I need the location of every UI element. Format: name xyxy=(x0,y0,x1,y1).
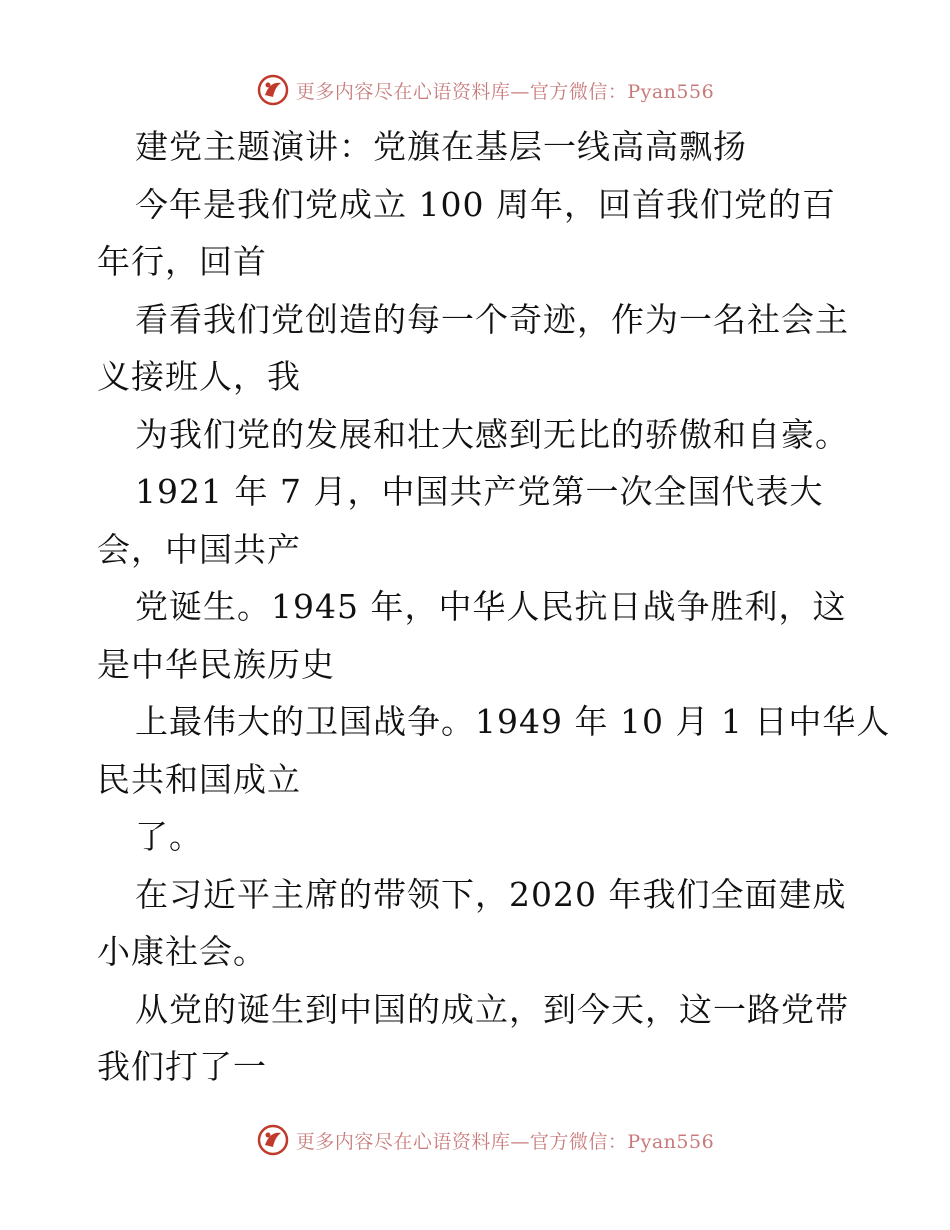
red-seal-logo-icon xyxy=(256,1123,290,1157)
header-watermark xyxy=(0,70,950,110)
document-body xyxy=(97,118,891,1096)
paragraph-line: 民共和国成立 xyxy=(97,759,301,799)
paragraph-line: 上最伟大的卫国战争。1949 年 10 月 1 日中华人 xyxy=(135,702,891,741)
paragraph-line: 了。 xyxy=(135,817,203,856)
paragraph-line: 从党的诞生到中国的成立，到今天，这一路党带 xyxy=(135,989,849,1029)
paragraph-line: 看看我们党创造的每一个奇迹，作为一名社会主 xyxy=(135,299,849,339)
paragraph-line: 年行，回首 xyxy=(97,242,267,281)
watermark-group xyxy=(256,73,714,107)
paragraph-line: 我们打了一 xyxy=(97,1047,267,1086)
red-seal-logo-icon xyxy=(256,73,290,107)
watermark-text: 更多内容尽在心语资料库—官方微信：Pyan556 xyxy=(295,80,715,103)
document-title: 建党主题演讲：党旗在基层一线高高飘扬 xyxy=(135,127,747,166)
watermark-text: 更多内容尽在心语资料库—官方微信：Pyan556 xyxy=(295,1130,715,1153)
paragraph-line: 会，中国共产 xyxy=(97,529,301,569)
paragraph-line: 1921 年 7 月，中国共产党第一次全国代表大 xyxy=(135,472,824,511)
paragraph-line: 今年是我们党成立 100 周年，回首我们党的百 xyxy=(135,184,836,224)
footer-watermark xyxy=(0,1120,950,1160)
paragraph-line: 义接班人，我 xyxy=(97,357,301,396)
paragraph-line: 小康社会。 xyxy=(97,932,267,971)
paragraph-line: 在习近平主席的带领下，2020 年我们全面建成 xyxy=(135,874,847,914)
paragraph-line: 是中华民族历史 xyxy=(97,644,335,684)
paragraph-line: 党诞生。1945 年，中华人民抗日战争胜利，这 xyxy=(135,587,847,626)
paragraph-line: 为我们党的发展和壮大感到无比的骄傲和自豪。 xyxy=(135,414,849,454)
watermark-group xyxy=(256,1123,714,1157)
